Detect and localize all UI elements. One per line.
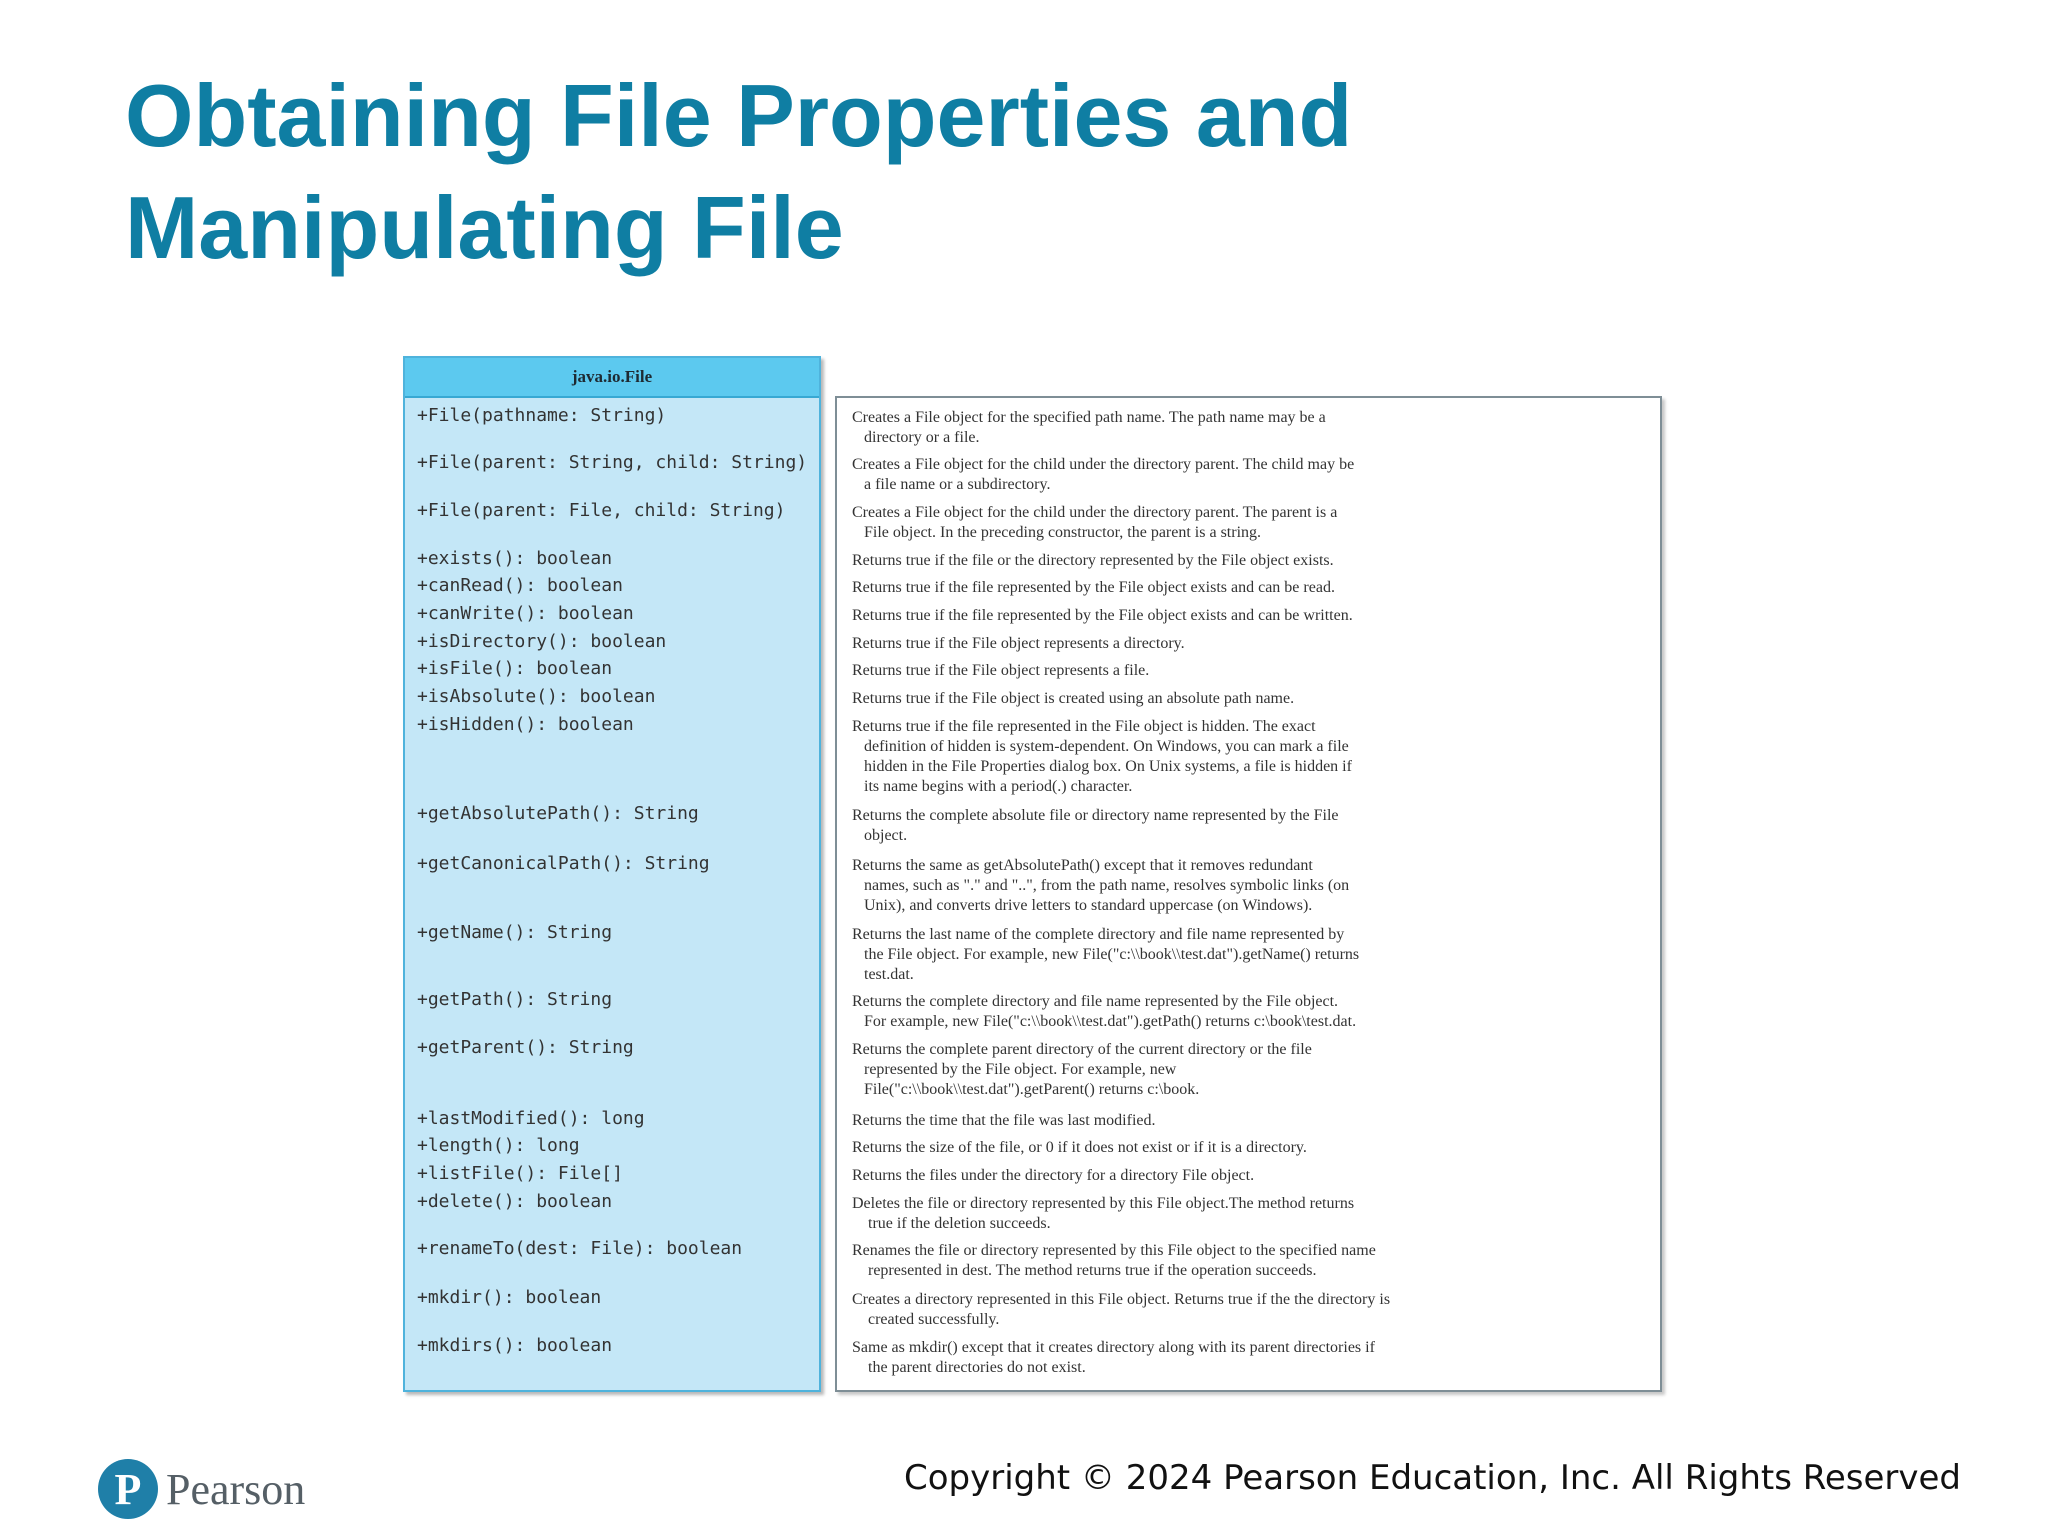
method-file-pathname: +File(pathname: String) <box>417 405 667 426</box>
description-file-parent-string: Creates a File object for the child under the directory parent. The child may be a file name or a subdirectory. <box>852 456 1355 493</box>
description-getcanonicalpath: Returns the same as getAbsolutePath() except that it removes redundant names, such as "." and "..", from the path name, resolves symbolic links (on Unix), and converts drive letters to standard uppercase (on Windows). <box>852 857 1350 914</box>
description-exists: Returns true if the file or the directory represented by the File object exists. <box>852 552 1334 569</box>
description-isfile: Returns true if the File object represents a file. <box>852 662 1150 679</box>
description-canwrite: Returns true if the file represented by the File object exists and can be written. <box>852 607 1353 624</box>
method-file-parent-file: +File(parent: File, child: String) <box>417 500 786 521</box>
pearson-p-icon: P <box>98 1459 158 1519</box>
method-isfile: +isFile(): boolean <box>417 658 613 679</box>
description-isdirectory: Returns true if the File object represents a directory. <box>852 635 1185 652</box>
method-mkdirs: +mkdirs(): boolean <box>417 1335 613 1356</box>
method-canread: +canRead(): boolean <box>417 575 623 596</box>
description-ishidden: Returns true if the file represented in the File object is hidden. The exact definition of hidden is system-dependent. On Windows, you can mark a file hidden in the File Properties dialog box. On Unix systems, a file is hidden if its name begins with a period(.) character. <box>852 718 1352 795</box>
uml-class-name: java.io.File <box>405 358 819 398</box>
description-getabsolutepath: Returns the complete absolute file or directory name represented by the File object. <box>852 807 1339 844</box>
method-getname: +getName(): String <box>417 922 613 943</box>
uml-class-box <box>403 356 821 1392</box>
method-delete: +delete(): boolean <box>417 1191 613 1212</box>
method-isdirectory: +isDirectory(): boolean <box>417 631 667 652</box>
title-line-1: Obtaining File Properties and <box>125 66 1353 165</box>
title-line-2: Manipulating File <box>125 178 844 277</box>
method-getcanonicalpath: +getCanonicalPath(): String <box>417 853 710 874</box>
description-delete: Deletes the file or directory represented by this File object.The method returns true if the deletion succeeds. <box>852 1195 1355 1232</box>
method-isabsolute: +isAbsolute(): boolean <box>417 686 656 707</box>
method-descriptions-box <box>835 396 1662 1392</box>
description-file-parent-file: Creates a File object for the child under the directory parent. The parent is a File object. In the preceding constructor, the parent is a string. <box>852 504 1338 541</box>
method-ishidden: +isHidden(): boolean <box>417 714 634 735</box>
description-lastmodified: Returns the time that the file was last modified. <box>852 1112 1156 1129</box>
description-getparent: Returns the complete parent directory of the current directory or the file represented by the File object. For example, new File("c:\\book\\test.dat").getParent() returns c:\book. <box>852 1041 1312 1098</box>
description-isabsolute: Returns true if the File object is created using an absolute path name. <box>852 690 1295 707</box>
method-lastmodified: +lastModified(): long <box>417 1108 645 1129</box>
method-listfile: +listFile(): File[] <box>417 1163 623 1184</box>
method-getparent: +getParent(): String <box>417 1037 634 1058</box>
description-listfile: Returns the files under the directory for a directory File object. <box>852 1167 1255 1184</box>
description-mkdir: Creates a directory represented in this File object. Returns true if the the directory is created successfully. <box>852 1291 1391 1328</box>
description-mkdirs: Same as mkdir() except that it creates directory along with its parent directories if the parent directories do not exist. <box>852 1339 1375 1376</box>
pearson-logo <box>98 1455 305 1523</box>
method-file-parent-string: +File(parent: String, child: String) <box>417 452 808 473</box>
method-exists: +exists(): boolean <box>417 548 613 569</box>
description-canread: Returns true if the file represented by the File object exists and can be read. <box>852 579 1335 596</box>
description-getpath: Returns the complete directory and file name represented by the File object. For example, new File("c:\\book\\test.dat").getPath() returns c:\book\test.dat. <box>852 993 1357 1030</box>
pearson-wordmark: Pearson <box>166 1464 306 1514</box>
copyright-notice: Copyright © 2024 Pearson Education, Inc. All Rights Reserved <box>903 1458 1961 1498</box>
description-length: Returns the size of the file, or 0 if it does not exist or if it is a directory. <box>852 1139 1307 1156</box>
slide-title <box>125 60 1625 284</box>
method-length: +length(): long <box>417 1135 580 1156</box>
method-mkdir: +mkdir(): boolean <box>417 1287 602 1308</box>
method-getabsolutepath: +getAbsolutePath(): String <box>417 803 699 824</box>
description-getname: Returns the last name of the complete directory and file name represented by the File object. For example, new File("c:\\book\\test.dat").getName() returns test.dat. <box>852 926 1360 983</box>
description-file-pathname: Creates a File object for the specified path name. The path name may be a directory or a file. <box>852 409 1326 446</box>
method-renameto: +renameTo(dest: File): boolean <box>417 1238 743 1259</box>
method-getpath: +getPath(): String <box>417 989 613 1010</box>
method-canwrite: +canWrite(): boolean <box>417 603 634 624</box>
description-renameto: Renames the file or directory represented by this File object to the specified name represented in dest. The method returns true if the operation succeeds. <box>852 1242 1376 1279</box>
